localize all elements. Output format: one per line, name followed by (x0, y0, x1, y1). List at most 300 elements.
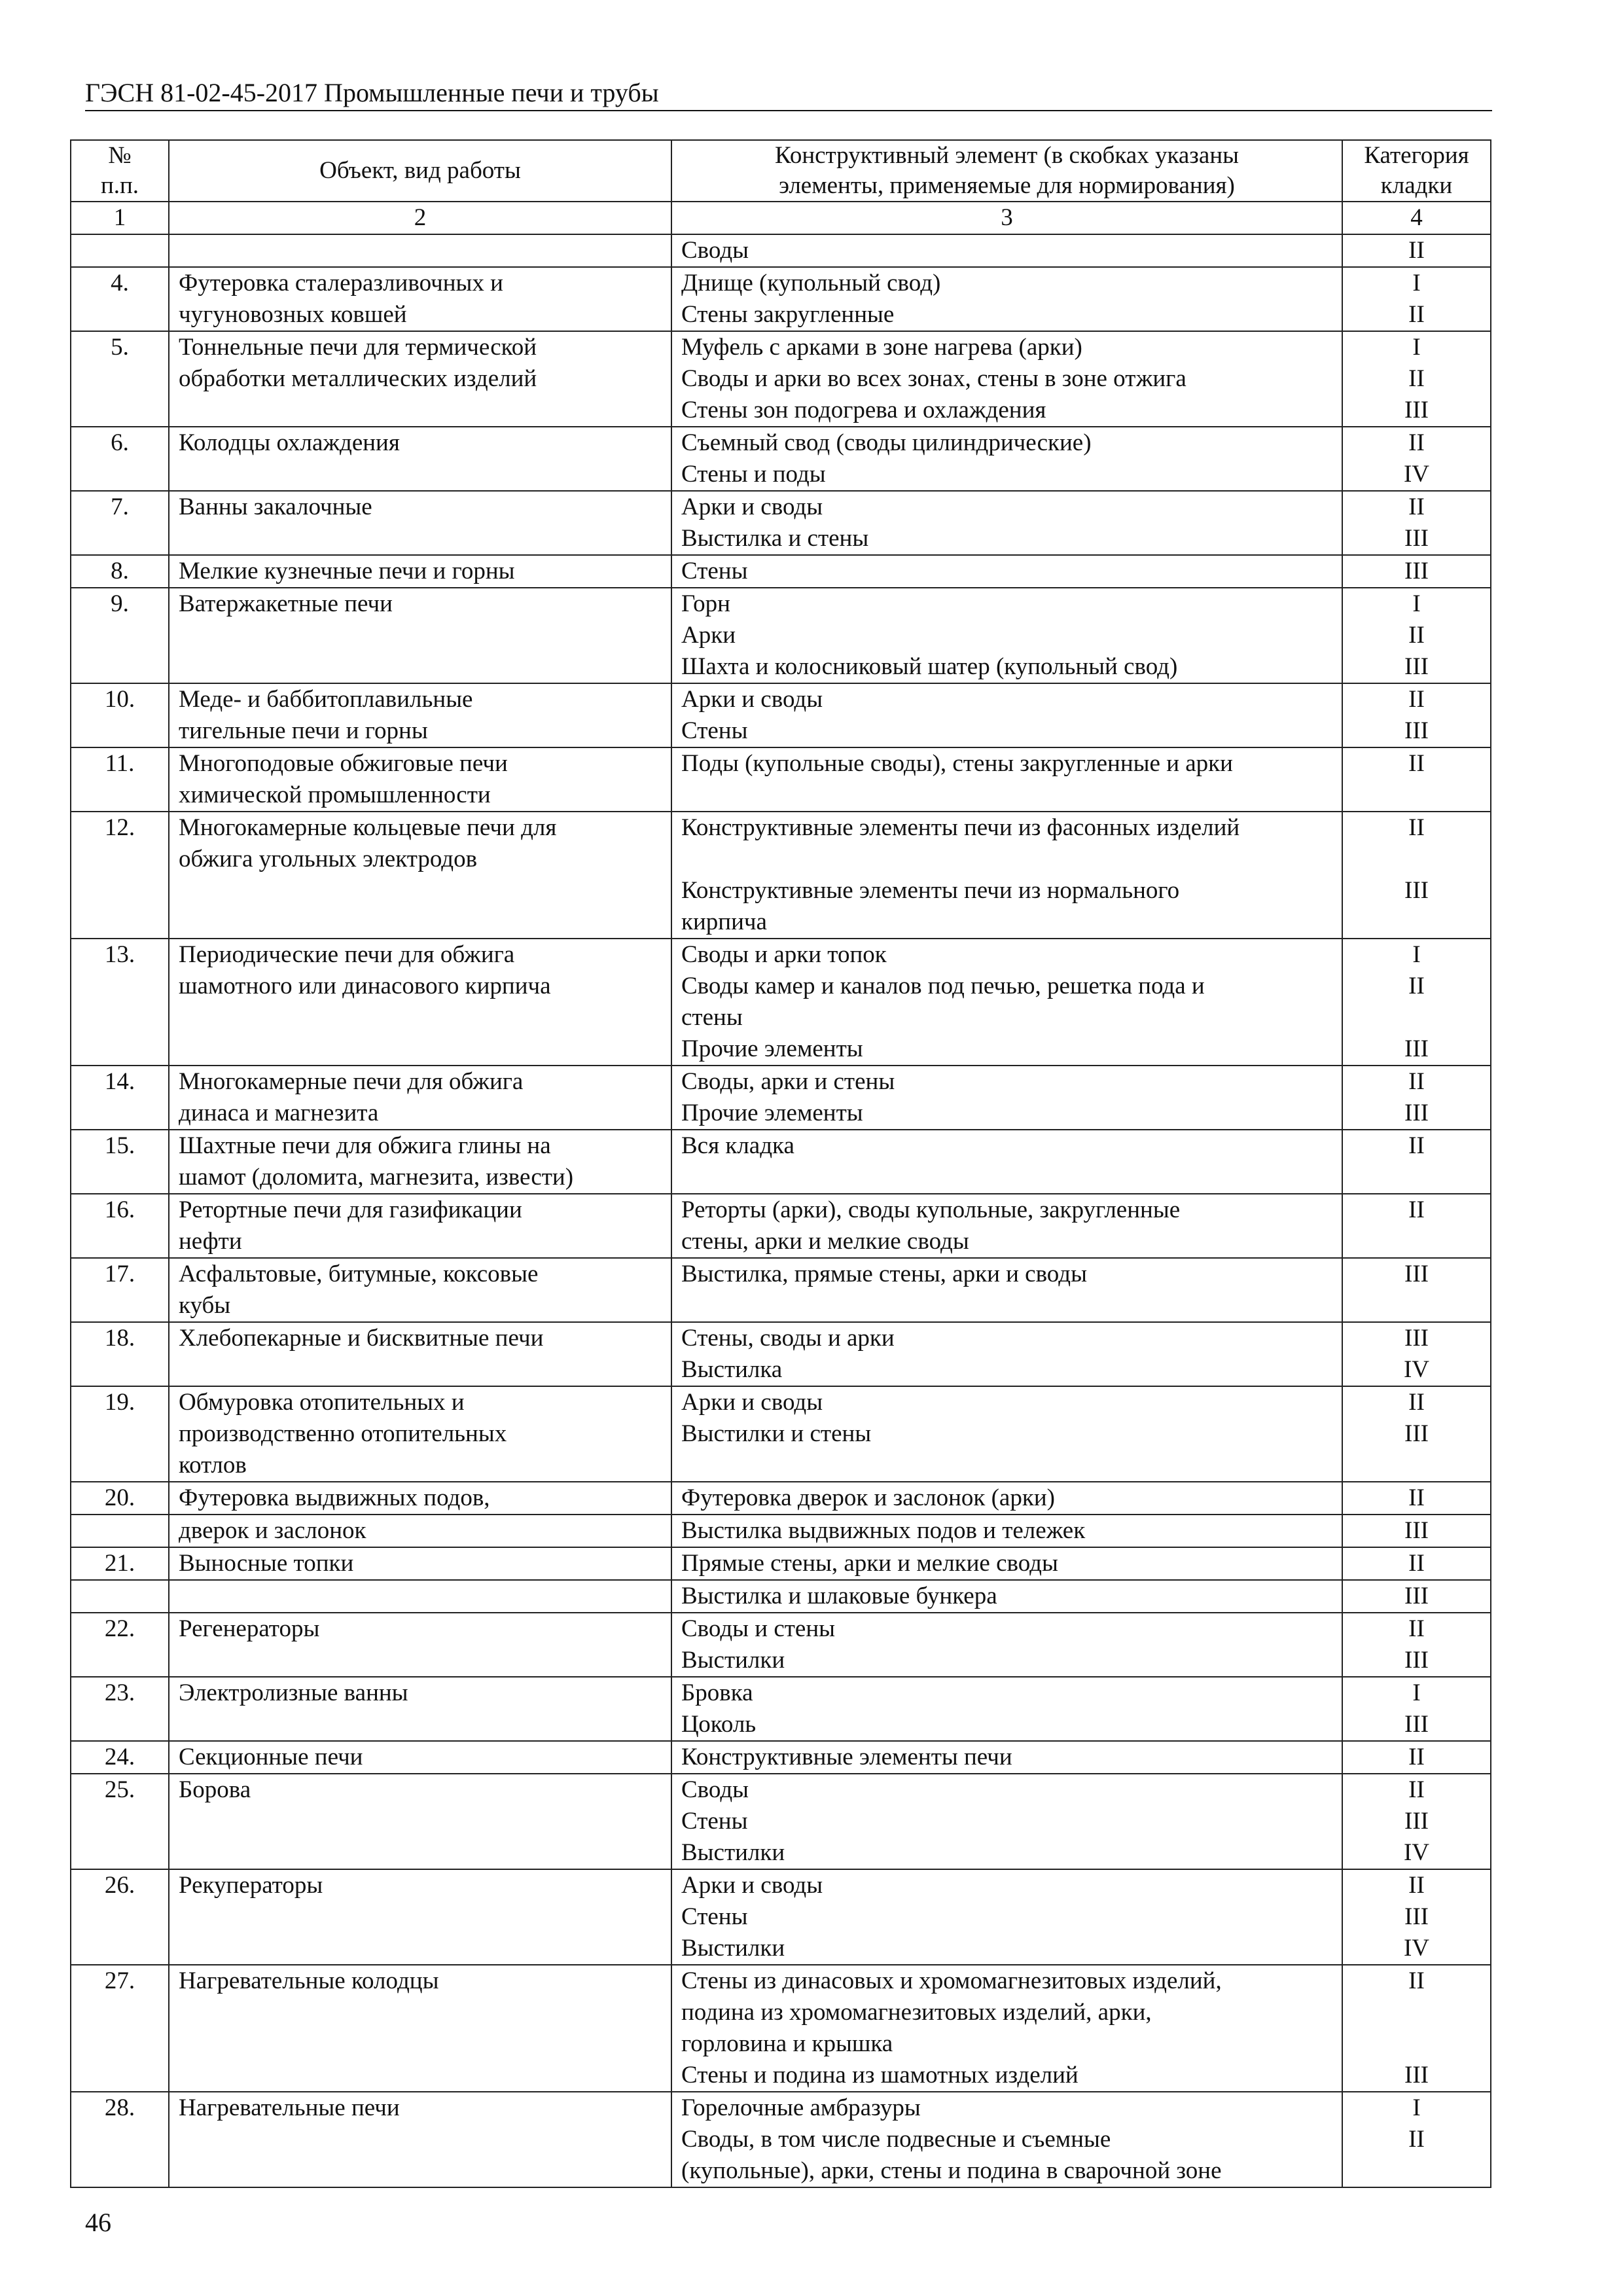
column-numbers-row (71, 202, 1491, 234)
category-cell (1342, 491, 1491, 555)
row-number: 23. (71, 1677, 169, 1741)
element-cell (671, 1677, 1342, 1741)
object-cell (169, 1066, 671, 1130)
table-row (71, 331, 1491, 427)
category-cell (1342, 555, 1491, 588)
category-line: III (1404, 1517, 1429, 1544)
element-line: Вся кладка (681, 1132, 794, 1159)
object-line: Футеровка выдвижных подов, (179, 1484, 490, 1511)
category-cell (1342, 683, 1491, 747)
category-line: II (1408, 1744, 1425, 1770)
category-cell (1342, 1613, 1491, 1677)
object-line: Асфальтовые, битумные, коксовые (179, 1261, 539, 1287)
table-row (71, 1869, 1491, 1965)
category-line (1352, 844, 1481, 875)
category-line: II (1408, 686, 1425, 713)
category-cell (1342, 427, 1491, 491)
table-row (71, 939, 1491, 1066)
object-line: Периодические печи для обжига (179, 941, 515, 968)
object-line: Футеровка сталеразливочных и (179, 270, 503, 296)
category-line: I (1412, 590, 1421, 617)
element-cell (671, 1258, 1342, 1322)
object-cell (169, 331, 671, 427)
category-line: II (1408, 1484, 1425, 1511)
row-number: 28. (71, 2092, 169, 2187)
category-line: I (1412, 270, 1421, 296)
element-line: (купольные), арки, стены и подина в сварочной зоне (681, 2157, 1222, 2184)
category-cell (1342, 2092, 1491, 2187)
category-line: III (1404, 1261, 1429, 1287)
element-cell (671, 1774, 1342, 1869)
category-line (1352, 906, 1481, 938)
object-line: Ретортные печи для газификации (179, 1196, 522, 1223)
element-line: Выстилки (681, 1839, 785, 1866)
category-line: III (1404, 877, 1429, 904)
object-line: Рекуператоры (179, 1872, 323, 1899)
category-line: IV (1403, 1356, 1430, 1383)
category-cell (1342, 1774, 1491, 1869)
element-line: Прочие элементы (681, 1100, 863, 1126)
object-line: Электролизные ванны (179, 1679, 408, 1706)
element-line: Горелочные амбразуры (681, 2094, 921, 2121)
object-line: Секционные печи (179, 1744, 363, 1770)
row-number: 11. (71, 747, 169, 812)
element-line: Арки и своды (681, 493, 823, 520)
category-line: III (1404, 525, 1429, 552)
category-line: I (1412, 334, 1421, 361)
object-line: Нагревательные печи (179, 2094, 400, 2121)
row-number: 19. (71, 1386, 169, 1482)
category-line: II (1408, 1967, 1425, 1994)
object-cell (169, 1869, 671, 1965)
element-line: Поды (купольные своды), стены закругленные и арки (681, 750, 1233, 777)
element-line: Арки и своды (681, 686, 823, 713)
object-cell (169, 234, 671, 267)
object-line: Ватержакетные печи (179, 590, 393, 617)
object-line: производственно отопительных (179, 1420, 507, 1447)
element-line: Цоколь (681, 1711, 757, 1738)
page-header (85, 77, 1492, 111)
table-row (71, 1774, 1491, 1869)
table-row (71, 234, 1491, 267)
norms-table (70, 139, 1491, 2188)
category-cell (1342, 1580, 1491, 1613)
row-number: 18. (71, 1322, 169, 1386)
table-row (71, 588, 1491, 683)
element-line: Муфель с арками в зоне нагрева (арки) (681, 334, 1082, 361)
object-line: нефти (179, 1228, 242, 1255)
category-line: II (1408, 1389, 1425, 1416)
header-element (671, 140, 1342, 202)
object-line: Обмуровка отопительных и (179, 1389, 465, 1416)
category-line: II (1408, 1132, 1425, 1159)
element-line: Шахта и колосниковый шатер (купольный свод) (681, 653, 1178, 680)
element-line: Конструктивные элементы печи из фасонных изделий (681, 814, 1240, 841)
header-row (71, 140, 1491, 202)
element-cell (671, 812, 1342, 939)
category-cell (1342, 1515, 1491, 1547)
object-line: Борова (179, 1776, 251, 1803)
category-cell (1342, 1677, 1491, 1741)
row-number: 26. (71, 1869, 169, 1965)
element-line: Своды, арки и стены (681, 1068, 895, 1095)
object-cell (169, 1677, 671, 1741)
element-line: Выстилка, прямые стены, арки и своды (681, 1261, 1087, 1287)
object-line: химической промышленности (179, 781, 491, 808)
category-cell (1342, 331, 1491, 427)
table-row (71, 1322, 1491, 1386)
row-number: 14. (71, 1066, 169, 1130)
header-line: п.п. (100, 172, 139, 199)
object-cell (169, 1482, 671, 1515)
category-line: II (1408, 1196, 1425, 1223)
element-cell (671, 1482, 1342, 1515)
object-cell (169, 491, 671, 555)
element-cell (671, 331, 1342, 427)
object-cell (169, 427, 671, 491)
header-object (169, 140, 671, 202)
object-cell (169, 267, 671, 331)
element-line: Прочие элементы (681, 1035, 863, 1062)
category-line: II (1408, 622, 1425, 649)
table-row (71, 555, 1491, 588)
element-cell (671, 747, 1342, 812)
row-number: 15. (71, 1130, 169, 1194)
category-line: II (1408, 973, 1425, 999)
element-cell (671, 588, 1342, 683)
element-line: Выстилки и стены (681, 1420, 872, 1447)
element-line: Своды и арки во всех зонах, стены в зоне отжига (681, 365, 1186, 392)
object-line: дверок и заслонок (179, 1517, 366, 1544)
element-line: стены (681, 1004, 743, 1031)
category-line: III (1404, 558, 1429, 584)
table-row (71, 427, 1491, 491)
category-cell (1342, 1258, 1491, 1322)
table-row (71, 812, 1491, 939)
category-line (1352, 1997, 1481, 2028)
element-cell (671, 1130, 1342, 1194)
table-row (71, 491, 1491, 555)
element-line: Своды камер и каналов под печью, решетка пода и (681, 973, 1205, 999)
category-line: I (1412, 941, 1421, 968)
object-cell (169, 588, 671, 683)
header-line: № (108, 142, 132, 169)
category-line: II (1408, 493, 1425, 520)
category-line: II (1408, 2126, 1425, 2153)
object-line: обжига угольных электродов (179, 846, 478, 872)
object-cell (169, 1386, 671, 1482)
element-line (681, 844, 1332, 875)
category-line: II (1408, 1068, 1425, 1095)
object-line: Колодцы охлаждения (179, 429, 400, 456)
element-cell (671, 939, 1342, 1066)
row-number: 20. (71, 1482, 169, 1515)
object-cell (169, 1580, 671, 1613)
element-line: Реторты (арки), своды купольные, закругленные (681, 1196, 1181, 1223)
element-cell (671, 1965, 1342, 2092)
element-line: кирпича (681, 908, 767, 935)
row-number: 4. (71, 267, 169, 331)
element-cell (671, 2092, 1342, 2187)
row-number (71, 1515, 169, 1547)
category-cell (1342, 1386, 1491, 1482)
table-row (71, 1741, 1491, 1774)
category-cell (1342, 234, 1491, 267)
object-line: Тоннельные печи для термической (179, 334, 537, 361)
category-line: II (1408, 814, 1425, 841)
category-line: III (1404, 717, 1429, 744)
element-line: Стены и подина из шамотных изделий (681, 2062, 1079, 2089)
object-cell (169, 683, 671, 747)
element-cell (671, 491, 1342, 555)
column-number: 3 (671, 202, 1342, 234)
object-line: Выносные топки (179, 1550, 354, 1577)
element-line: Выстилки (681, 1647, 785, 1674)
object-cell (169, 555, 671, 588)
category-line: II (1408, 1615, 1425, 1642)
category-line: III (1404, 1647, 1429, 1674)
category-cell (1342, 1322, 1491, 1386)
table-row (71, 747, 1491, 812)
element-line: Днище (купольный свод) (681, 270, 941, 296)
element-cell (671, 427, 1342, 491)
object-line: Нагревательные колодцы (179, 1967, 439, 1994)
row-number: 17. (71, 1258, 169, 1322)
object-line (179, 235, 662, 266)
element-line: Выстилка и стены (681, 525, 869, 552)
element-cell (671, 683, 1342, 747)
category-line: II (1408, 1776, 1425, 1803)
object-cell (169, 1741, 671, 1774)
element-line: Конструктивные элементы печи из нормального (681, 877, 1180, 904)
element-cell (671, 1515, 1342, 1547)
element-cell (671, 234, 1342, 267)
category-line: IV (1403, 1935, 1430, 1962)
element-cell (671, 555, 1342, 588)
element-cell (671, 267, 1342, 331)
element-line: Стены (681, 717, 748, 744)
table-header (71, 140, 1491, 234)
header-line: Объект, вид работы (319, 157, 521, 184)
table-row (71, 1482, 1491, 1515)
category-line: II (1408, 1872, 1425, 1899)
row-number: 22. (71, 1613, 169, 1677)
object-cell (169, 2092, 671, 2187)
object-line: чугуновозных ковшей (179, 301, 407, 328)
object-cell (169, 812, 671, 939)
category-line (1352, 1002, 1481, 1033)
row-number: 12. (71, 812, 169, 939)
category-line: II (1408, 429, 1425, 456)
element-line: Съемный свод (своды цилиндрические) (681, 429, 1092, 456)
element-line: Своды и арки топок (681, 941, 887, 968)
element-line: Бровка (681, 1679, 753, 1706)
object-line: кубы (179, 1292, 231, 1319)
row-number: 9. (71, 588, 169, 683)
header-line: кладки (1380, 172, 1453, 199)
object-cell (169, 1613, 671, 1677)
category-line: I (1412, 2094, 1421, 2121)
object-cell (169, 1547, 671, 1580)
object-cell (169, 1258, 671, 1322)
category-line: II (1408, 237, 1425, 264)
object-line: котлов (179, 1452, 247, 1479)
category-cell (1342, 1066, 1491, 1130)
element-line: Выстилка выдвижных подов и тележек (681, 1517, 1086, 1544)
element-line: Арки и своды (681, 1389, 823, 1416)
category-line: III (1404, 1583, 1429, 1609)
object-line: Хлебопекарные и бисквитные печи (179, 1325, 544, 1352)
table-row (71, 1547, 1491, 1580)
element-line: Стены (681, 1903, 748, 1930)
element-line: Стены из динасовых и хромомагнезитовых изделий, (681, 1967, 1222, 1994)
object-line: Многоподовые обжиговые печи (179, 750, 508, 777)
category-cell (1342, 812, 1491, 939)
object-line: Шахтные печи для обжига глины на (179, 1132, 551, 1159)
object-cell (169, 1774, 671, 1869)
category-cell (1342, 588, 1491, 683)
table-row (71, 1194, 1491, 1258)
column-number: 2 (169, 202, 671, 234)
element-cell (671, 1741, 1342, 1774)
element-line: Стены зон подогрева и охлаждения (681, 397, 1046, 423)
element-line: Выстилка и шлаковые бункера (681, 1583, 997, 1609)
object-cell (169, 1130, 671, 1194)
element-cell (671, 1580, 1342, 1613)
element-cell (671, 1386, 1342, 1482)
element-line: Своды, в том числе подвесные и съемные (681, 2126, 1111, 2153)
category-line: III (1404, 653, 1429, 680)
table-row (71, 1130, 1491, 1194)
object-cell (169, 747, 671, 812)
row-number: 27. (71, 1965, 169, 2092)
category-line: III (1404, 1325, 1429, 1352)
category-line: IV (1403, 1839, 1430, 1866)
object-line: обработки металлических изделий (179, 365, 537, 392)
category-line (1352, 2028, 1481, 2060)
object-line: Мелкие кузнечные печи и горны (179, 558, 515, 584)
category-line: III (1404, 1100, 1429, 1126)
object-line (179, 1581, 662, 1612)
element-cell (671, 1194, 1342, 1258)
object-cell (169, 1515, 671, 1547)
category-cell (1342, 1194, 1491, 1258)
row-number: 21. (71, 1547, 169, 1580)
category-line: I (1412, 1679, 1421, 1706)
element-cell (671, 1066, 1342, 1130)
row-number: 8. (71, 555, 169, 588)
object-cell (169, 1965, 671, 2092)
category-line: III (1404, 1035, 1429, 1062)
element-line: Своды и стены (681, 1615, 835, 1642)
table-row (71, 683, 1491, 747)
element-cell (671, 1613, 1342, 1677)
table-body (71, 234, 1491, 2187)
row-number: 24. (71, 1741, 169, 1774)
header-category (1342, 140, 1491, 202)
table-row (71, 1965, 1491, 2092)
table-row (71, 1066, 1491, 1130)
row-number: 16. (71, 1194, 169, 1258)
element-line: Прямые стены, арки и мелкие своды (681, 1550, 1058, 1577)
object-line: шамотного или динасового кирпича (179, 973, 551, 999)
row-number (71, 234, 169, 267)
object-line: Меде- и баббитоплавильные (179, 686, 473, 713)
row-number: 7. (71, 491, 169, 555)
category-cell (1342, 1869, 1491, 1965)
row-number: 10. (71, 683, 169, 747)
element-line: горловина и крышка (681, 2030, 893, 2057)
element-line: Арки (681, 622, 736, 649)
category-line: III (1404, 1903, 1429, 1930)
object-line: Ванны закалочные (179, 493, 372, 520)
header-line: элементы, применяемые для нормирования) (779, 172, 1235, 199)
object-line: Регенераторы (179, 1615, 320, 1642)
category-cell (1342, 1965, 1491, 2092)
object-cell (169, 1322, 671, 1386)
object-line: Многокамерные печи для обжига (179, 1068, 524, 1095)
element-line: Стены (681, 558, 748, 584)
column-number: 1 (71, 202, 169, 234)
row-number: 5. (71, 331, 169, 427)
element-line: Своды (681, 237, 749, 264)
header-num (71, 140, 169, 202)
page-number: 46 (85, 2208, 111, 2237)
element-cell (671, 1322, 1342, 1386)
table-row (71, 267, 1491, 331)
header-line: Конструктивный элемент (в скобках указаны (775, 142, 1239, 169)
category-cell (1342, 267, 1491, 331)
header-line: Категория (1364, 142, 1469, 169)
element-line: Выстилки (681, 1935, 785, 1962)
row-number (71, 1580, 169, 1613)
element-line: Арки и своды (681, 1872, 823, 1899)
category-line: IV (1403, 461, 1430, 488)
category-cell (1342, 1547, 1491, 1580)
element-line: стены, арки и мелкие своды (681, 1228, 969, 1255)
table-row (71, 1677, 1491, 1741)
category-line: III (1404, 1711, 1429, 1738)
element-line: Стены закругленные (681, 301, 895, 328)
object-cell (169, 1194, 671, 1258)
table-row (71, 1515, 1491, 1547)
column-number: 4 (1342, 202, 1491, 234)
table-row (71, 1386, 1491, 1482)
table-row (71, 1258, 1491, 1322)
object-line: Многокамерные кольцевые печи для (179, 814, 557, 841)
row-number: 13. (71, 939, 169, 1066)
element-cell (671, 1547, 1342, 1580)
object-line: динаса и магнезита (179, 1100, 379, 1126)
element-line: Стены и поды (681, 461, 826, 488)
table-row (71, 1580, 1491, 1613)
element-line: Конструктивные элементы печи (681, 1744, 1012, 1770)
category-line: II (1408, 750, 1425, 777)
category-cell (1342, 1130, 1491, 1194)
category-line: III (1404, 397, 1429, 423)
element-line: подина из хромомагнезитовых изделий, арки, (681, 1999, 1152, 2026)
element-line: Стены, своды и арки (681, 1325, 895, 1352)
element-cell (671, 1869, 1342, 1965)
category-cell (1342, 747, 1491, 812)
category-line: II (1408, 1550, 1425, 1577)
category-cell (1342, 1741, 1491, 1774)
category-line: III (1404, 1808, 1429, 1835)
element-line: Горн (681, 590, 730, 617)
object-line: тигельные печи и горны (179, 717, 428, 744)
category-line: III (1404, 2062, 1429, 2089)
document-title: ГЭСН 81-02-45-2017 Промышленные печи и трубы (85, 78, 659, 107)
